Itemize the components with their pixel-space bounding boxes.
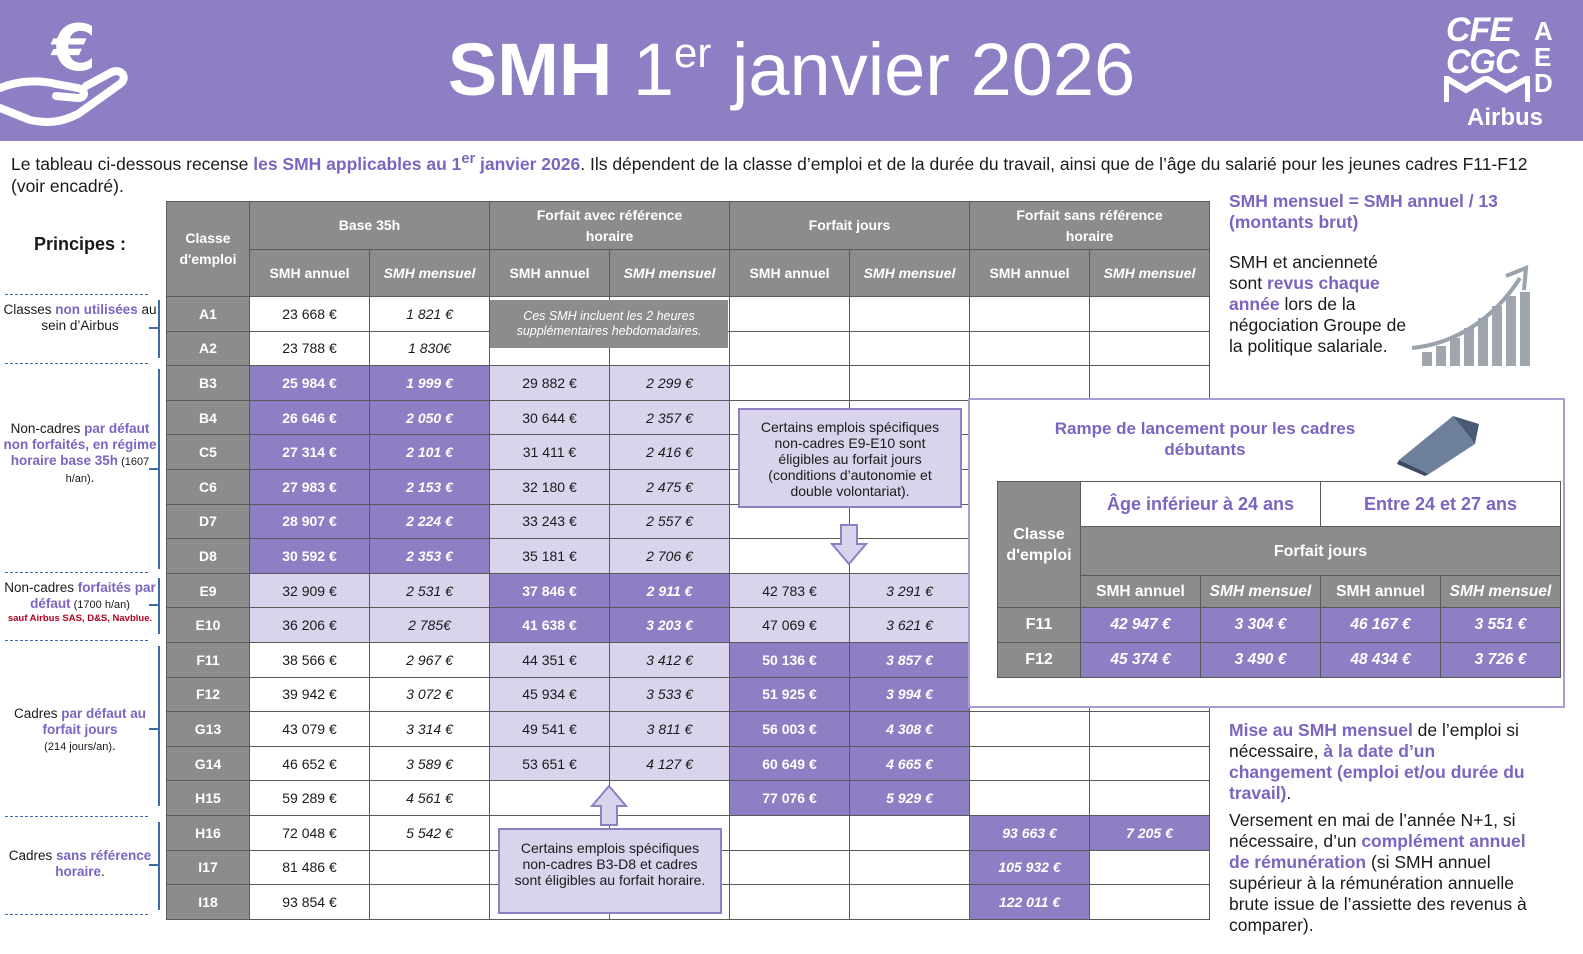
fj-monthly: 3 621 € (850, 608, 970, 643)
intro-hl-b: janvier 2026 (475, 153, 581, 174)
intro-highlight (253, 151, 581, 174)
base35-monthly: 4 561 € (370, 781, 490, 816)
p2-hl2: à la date d’un changement (emploi et/ou durée du travail) (1229, 741, 1525, 803)
sub-header-monthly: SMH mensuel (850, 250, 970, 297)
class-cell: H16 (167, 815, 250, 850)
base35-monthly: 2 153 € (370, 469, 490, 504)
base35-annual: 81 486 € (250, 850, 370, 885)
far-monthly: 2 475 € (610, 469, 730, 504)
fj-monthly: 3 857 € (850, 642, 970, 677)
class-cell: D7 (167, 504, 250, 539)
far-monthly: 2 911 € (610, 573, 730, 608)
group-header-base35h: Base 35h (250, 202, 490, 250)
base35-annual: 93 854 € (250, 885, 370, 920)
divider (5, 914, 148, 915)
formula-text (1229, 191, 1559, 233)
base35-annual: 23 668 € (250, 297, 370, 332)
base35-monthly: 3 589 € (370, 746, 490, 781)
fsr-annual (970, 366, 1090, 401)
base35-monthly (370, 885, 490, 920)
ramp-value: 3 304 € (1201, 608, 1321, 643)
far-annual: 33 243 € (490, 504, 610, 539)
far-monthly: 2 357 € (610, 400, 730, 435)
logo-text (1446, 11, 1519, 81)
far-annual: 41 638 € (490, 608, 610, 643)
sub-header-monthly: SMH mensuel (610, 250, 730, 297)
sub-header-annual: SMH annuel (730, 250, 850, 297)
divider (5, 816, 148, 817)
class-cell: A2 (167, 331, 250, 366)
fj-monthly: 3 291 € (850, 573, 970, 608)
principle-cadres-sans-ref (0, 848, 160, 880)
base35-monthly (370, 850, 490, 885)
far-monthly: 2 299 € (610, 366, 730, 401)
class-cell: B4 (167, 400, 250, 435)
fj-annual: 42 783 € (730, 573, 850, 608)
base35-annual: 23 788 € (250, 331, 370, 366)
intro-part2: . Ils dépendent de la classe d’emploi et de la durée du travail, ainsi que de l’âge du salarié pour les jeunes cadres F11-F12 (voir encadré). (11, 153, 1528, 196)
ramp-class-cell: F12 (998, 643, 1081, 678)
fj-monthly (850, 331, 970, 366)
p4-t2: . (112, 738, 116, 753)
ramp-class-cell: F11 (998, 608, 1081, 643)
base35-annual: 46 652 € (250, 746, 370, 781)
cfe-cgc-logo (1432, 4, 1580, 138)
far-monthly: 4 127 € (610, 746, 730, 781)
ramp-col-class: Classe d'emploi (998, 482, 1081, 608)
base35-monthly: 2 967 € (370, 642, 490, 677)
p3-b: (si SMH annuel supérieur à la rémunération annuelle brute issue de l’assiette des revenus à comparer). (1229, 852, 1527, 935)
sub-header-annual: SMH annuel (490, 250, 610, 297)
p5-h1: sans référence horaire (55, 848, 152, 879)
principles-title: Principes : (33, 234, 127, 254)
fsr-annual (970, 781, 1090, 816)
p3-h1: forfaités par défaut (30, 580, 156, 611)
base35-monthly: 1 999 € (370, 366, 490, 401)
fsr-monthly (1090, 297, 1210, 332)
class-cell: F12 (167, 677, 250, 712)
base35-monthly: 1 830€ (370, 331, 490, 366)
fj-annual (730, 850, 850, 885)
p3-t1: Non-cadres (4, 580, 78, 595)
fj-annual: 51 925 € (730, 677, 850, 712)
growth-chart-icon (1402, 262, 1562, 372)
fsr-monthly (1090, 850, 1210, 885)
fsr-monthly (1090, 885, 1210, 920)
group-header-forfait-sans-ref: Forfait sans référence horaire (970, 202, 1210, 250)
fj-annual: 47 069 € (730, 608, 850, 643)
class-cell: A1 (167, 297, 250, 332)
ramp-title: Rampe de lancement pour les cadres débutants (1054, 419, 1356, 459)
col-header-class: Classe d'emploi (167, 202, 250, 297)
group-header-forfait-jours: Forfait jours (730, 202, 970, 250)
p2-h1: par défaut non forfaités, en régime horaire base 35h (3, 421, 157, 468)
annual-complement-text (1229, 810, 1547, 936)
far-annual: 44 351 € (490, 642, 610, 677)
sub-header-annual: SMH annuel (970, 250, 1090, 297)
fj-monthly: 5 929 € (850, 781, 970, 816)
p1-b: lors de la négociation Groupe de la politique salariale. (1229, 294, 1407, 356)
fsr-annual: 93 663 € (970, 815, 1090, 850)
note-e9-e10: Certains emplois spécifiques non-cadres E9-E10 sont éligibles au forfait jours (conditions d’autonomie et double volontariat). (738, 408, 962, 508)
class-cell: G14 (167, 746, 250, 781)
far-annual: 49 541 € (490, 712, 610, 747)
base35-monthly: 2 050 € (370, 400, 490, 435)
p1-hl: revus chaque année (1229, 273, 1380, 314)
far-monthly: 2 706 € (610, 539, 730, 574)
p3-red-note: sauf Airbus SAS, D&S, Navblue. (7, 613, 153, 624)
far-monthly: 3 203 € (610, 608, 730, 643)
ramp-sub-monthly: SMH mensuel (1441, 576, 1561, 608)
fj-monthly: 4 665 € (850, 746, 970, 781)
class-cell: G13 (167, 712, 250, 747)
fj-monthly (850, 366, 970, 401)
ramp-value: 48 434 € (1321, 643, 1441, 678)
fj-annual (730, 815, 850, 850)
base35-monthly: 3 314 € (370, 712, 490, 747)
class-cell: H15 (167, 781, 250, 816)
principle-non-cadres-forfait (0, 580, 160, 625)
base35-annual: 28 907 € (250, 504, 370, 539)
base35-monthly: 5 542 € (370, 815, 490, 850)
base35-monthly: 2 224 € (370, 504, 490, 539)
intro-part1: Le tableau ci-dessous recense (11, 153, 254, 174)
ramp-sub-annual: SMH annuel (1081, 576, 1201, 608)
fsr-annual (970, 331, 1090, 366)
logo-airbus: Airbus (1466, 104, 1543, 131)
arrow-up-icon (590, 784, 628, 826)
p1-a: SMH et ancienneté sont (1229, 252, 1378, 293)
base35-annual: 27 314 € (250, 435, 370, 470)
base35-annual: 30 592 € (250, 539, 370, 574)
p3-a: Versement en mai de l’année N+1, si nécessaire, d’un (1229, 810, 1516, 851)
class-cell: C5 (167, 435, 250, 470)
ramp-value: 45 374 € (1081, 643, 1201, 678)
fj-annual (730, 885, 850, 920)
ramp-value: 42 947 € (1081, 608, 1201, 643)
title-bold: SMH (447, 28, 613, 111)
formula-main: SMH mensuel = SMH annuel (1229, 191, 1469, 211)
base35-monthly: 2 101 € (370, 435, 490, 470)
p3-hl: complément annuel de rémunération (1229, 831, 1526, 872)
logo-line1: CFE (1446, 11, 1511, 49)
base35-annual: 59 289 € (250, 781, 370, 816)
p3-small: (1700 h/an) (70, 599, 130, 611)
base35-annual: 25 984 € (250, 366, 370, 401)
ramp-age-24-27: Entre 24 et 27 ans (1321, 482, 1561, 527)
fsr-monthly (1090, 781, 1210, 816)
header-banner (0, 0, 1583, 141)
p1-h1: non utilisées (55, 302, 138, 317)
base35-annual: 26 646 € (250, 400, 370, 435)
base35-monthly: 3 072 € (370, 677, 490, 712)
base35-annual: 27 983 € (250, 469, 370, 504)
ramp-sub-annual: SMH annuel (1321, 576, 1441, 608)
p1-t2: au sein d’Airbus (41, 302, 157, 333)
formula-divisor: / 13 (1468, 191, 1498, 211)
fsr-monthly: 7 205 € (1090, 815, 1210, 850)
p2-a: de l’emploi si nécessaire, (1229, 720, 1519, 761)
logo-aed (1534, 16, 1553, 98)
fsr-annual (970, 746, 1090, 781)
ramp-forfait-jours: Forfait jours (1081, 527, 1561, 576)
ramp-value: 3 551 € (1441, 608, 1561, 643)
base35-monthly: 2 785€ (370, 608, 490, 643)
logo-a: A (1534, 16, 1553, 46)
ramp-value: 3 726 € (1441, 643, 1561, 678)
p4-h1: par défaut au forfait jours (42, 706, 147, 737)
principle-non-cadres-35h (0, 421, 160, 487)
class-cell: C6 (167, 469, 250, 504)
fsr-annual (970, 712, 1090, 747)
fsr-monthly (1090, 746, 1210, 781)
class-cell: D8 (167, 539, 250, 574)
ramp-value: 46 167 € (1321, 608, 1441, 643)
far-annual: 29 882 € (490, 366, 610, 401)
divider (5, 294, 148, 295)
p4-small: (214 jours/an) (44, 741, 113, 753)
p2-t2: . (90, 470, 95, 485)
class-cell: I18 (167, 885, 250, 920)
ramp-table (997, 481, 1561, 678)
intro-hl-sup: er (461, 151, 476, 167)
ramp-icon (1395, 404, 1485, 476)
far-monthly: 3 811 € (610, 712, 730, 747)
title-rest: janvier 2026 (731, 28, 1136, 111)
note-overtime-included: Ces SMH incluent les 2 heures supplémentaires hebdomadaires. (490, 300, 728, 348)
p2-b: . (1286, 783, 1292, 803)
smh-update-text (1229, 720, 1539, 804)
fj-annual (730, 366, 850, 401)
base35-annual: 43 079 € (250, 712, 370, 747)
ramp-box (968, 398, 1565, 708)
fsr-annual: 105 932 € (970, 850, 1090, 885)
base35-annual: 32 909 € (250, 573, 370, 608)
fj-monthly (850, 885, 970, 920)
fsr-monthly (1090, 712, 1210, 747)
arrow-down-icon (830, 524, 868, 566)
p4-t1: Cadres (13, 706, 62, 721)
divider (5, 640, 148, 641)
fj-monthly: 4 308 € (850, 712, 970, 747)
p5-t2: . (101, 864, 105, 879)
ramp-row (998, 608, 1561, 643)
class-cell: I17 (167, 850, 250, 885)
page-title (0, 22, 1583, 118)
base35-monthly: 1 821 € (370, 297, 490, 332)
sub-header-monthly: SMH mensuel (1090, 250, 1210, 297)
fj-monthly (850, 297, 970, 332)
principle-cadres-forfait-jours (0, 706, 160, 755)
group-header-forfait-ref: Forfait avec référence horaire (490, 202, 730, 250)
fj-monthly (850, 850, 970, 885)
p1-t1: Classes (3, 302, 56, 317)
base35-monthly: 2 531 € (370, 573, 490, 608)
p2-hl1: Mise au SMH mensuel (1229, 720, 1413, 740)
table-row (167, 366, 1210, 401)
logo-e: E (1534, 42, 1552, 72)
fsr-monthly (1090, 366, 1210, 401)
ramp-row (998, 643, 1561, 678)
far-monthly: 2 557 € (610, 504, 730, 539)
fj-annual (730, 331, 850, 366)
divider (5, 363, 148, 364)
table-row (167, 712, 1210, 747)
revision-text (1229, 252, 1409, 357)
far-annual: 53 651 € (490, 746, 610, 781)
sub-header-monthly: SMH mensuel (370, 250, 490, 297)
principle-unused-classes (0, 302, 160, 334)
title-sup: er (674, 29, 712, 76)
logo-line2: CGC (1446, 43, 1519, 81)
fj-monthly: 3 994 € (850, 677, 970, 712)
base35-annual: 39 942 € (250, 677, 370, 712)
fj-annual: 50 136 € (730, 642, 850, 677)
fsr-monthly (1090, 331, 1210, 366)
fj-annual: 60 649 € (730, 746, 850, 781)
class-cell: E10 (167, 608, 250, 643)
p2-small: (1607 h/an) (65, 456, 150, 485)
far-annual: 45 934 € (490, 677, 610, 712)
far-monthly: 3 533 € (610, 677, 730, 712)
class-cell: B3 (167, 366, 250, 401)
ramp-value: 3 490 € (1201, 643, 1321, 678)
base35-annual: 72 048 € (250, 815, 370, 850)
far-annual: 31 411 € (490, 435, 610, 470)
fj-monthly (850, 815, 970, 850)
table-row (167, 781, 1210, 816)
ramp-age-under-24: Âge inférieur à 24 ans (1081, 482, 1321, 527)
formula-note: (montants brut) (1229, 212, 1359, 232)
base35-monthly: 2 353 € (370, 539, 490, 574)
p5-t1: Cadres (8, 848, 56, 863)
fsr-annual (970, 297, 1090, 332)
intro-text (11, 148, 1551, 197)
fsr-annual: 122 011 € (970, 885, 1090, 920)
intro-hl-a: les SMH applicables au 1 (253, 153, 462, 174)
class-cell: E9 (167, 573, 250, 608)
logo-d: D (1534, 68, 1553, 98)
euro-symbol: € (51, 12, 97, 86)
base35-annual: 38 566 € (250, 642, 370, 677)
far-annual: 30 644 € (490, 400, 610, 435)
far-annual: 35 181 € (490, 539, 610, 574)
far-annual: 32 180 € (490, 469, 610, 504)
divider (5, 572, 148, 573)
far-annual: 37 846 € (490, 573, 610, 608)
ramp-sub-monthly: SMH mensuel (1201, 576, 1321, 608)
logo-m-shape (1444, 76, 1530, 104)
p2-t1: Non-cadres (10, 421, 85, 436)
table-row (167, 746, 1210, 781)
base35-annual: 36 206 € (250, 608, 370, 643)
class-cell: F11 (167, 642, 250, 677)
fj-annual: 56 003 € (730, 712, 850, 747)
title-day: 1 (632, 28, 675, 111)
far-monthly: 2 416 € (610, 435, 730, 470)
note-b3-d8: Certains emplois spécifiques non-cadres B3-D8 et cadres sont éligibles au forfait horaire. (498, 828, 722, 914)
far-monthly: 3 412 € (610, 642, 730, 677)
fj-annual: 77 076 € (730, 781, 850, 816)
fj-annual (730, 297, 850, 332)
sub-header-annual: SMH annuel (250, 250, 370, 297)
